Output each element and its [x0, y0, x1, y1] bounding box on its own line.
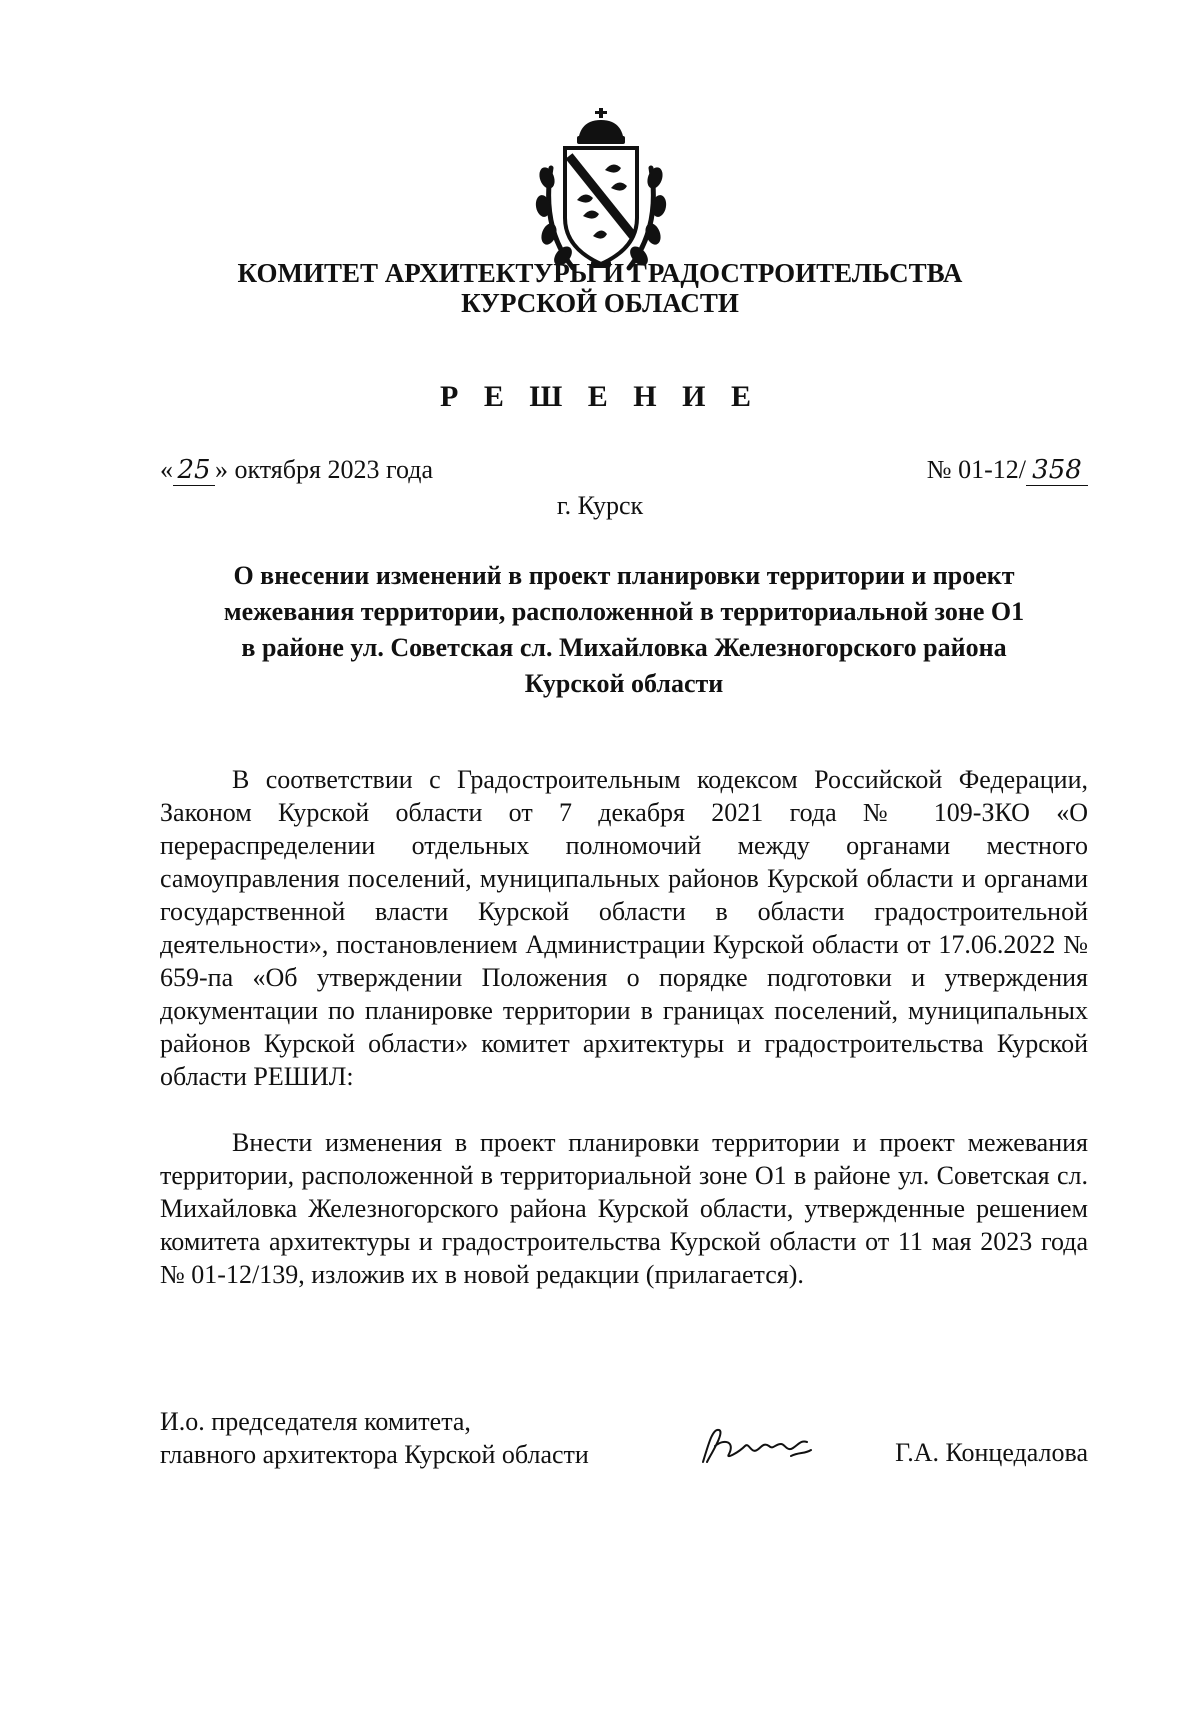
handwritten-signature	[695, 1422, 815, 1470]
subject-line-2: межевания территории, расположенной в территориальной зоне О1	[223, 597, 1025, 626]
position-line-1: И.о. председателя комитета,	[160, 1407, 471, 1436]
organization-name-line1: КОМИТЕТ АРХИТЕКТУРЫ И ГРАДОСТРОИТЕЛЬСТВА	[237, 258, 963, 288]
number-prefix: № 01-12/	[926, 455, 1026, 484]
date-month-year: октября 2023 года	[228, 455, 433, 484]
document-date	[160, 455, 433, 486]
body-paragraph-1: В соответствии с Градостроительным кодексом Российской Федерации, Законом Курской области от 7 декабря 2021 года № 109-ЗКО «О перераспределении отдельных полномочий между органами местного самоуправления поселений, муниципальных районов Курской области и органами государственной власти Курской области в области градостроительной деятельности», постановлением Администрации Курской области от 17.06.2022 № 659-па «Об утверждении Положения о порядке подготовки и утверждения документации по планировке территории в границах поселений, муниципальных районов Курской области» комитет архитектуры и градостроительства Курской области РЕШИЛ:	[160, 765, 1088, 1091]
signatory-position	[160, 1405, 589, 1471]
coat-of-arms-icon	[533, 108, 669, 274]
date-quote-open: «	[160, 455, 173, 484]
subject-line-3: в районе ул. Советская сл. Михайловка Железногорского района	[241, 633, 1007, 662]
number-value-handwritten: 358	[1026, 455, 1088, 486]
date-quote-close: »	[215, 455, 228, 484]
subject-line-4: Курской области	[524, 669, 724, 698]
organization-name-line2: КУРСКОЙ ОБЛАСТИ	[461, 288, 739, 318]
body-paragraph-2: Внести изменения в проект планировки территории и проект межевания территории, расположенной в территориальной зоне О1 в районе ул. Советская сл. Михайловка Железногорского района Курской области, утвержденные решением комитета архитектуры и градостроительства Курской области от 11 мая 2023 года № 01-12/139, изложив их в новой редакции (прилагается).	[160, 1128, 1088, 1289]
city-name: г. Курск	[556, 491, 644, 520]
position-line-2: главного архитектора Курской области	[160, 1440, 589, 1469]
signatory-name: Г.А. Концедалова	[895, 1438, 1088, 1467]
document-subject	[160, 558, 1088, 702]
document-type-title: Р Е Ш Е Н И Е	[440, 380, 760, 413]
subject-line-1: О внесении изменений в проект планировки территории и проект	[233, 561, 1015, 590]
date-day-handwritten: 25	[173, 455, 215, 486]
document-number	[927, 455, 1088, 486]
